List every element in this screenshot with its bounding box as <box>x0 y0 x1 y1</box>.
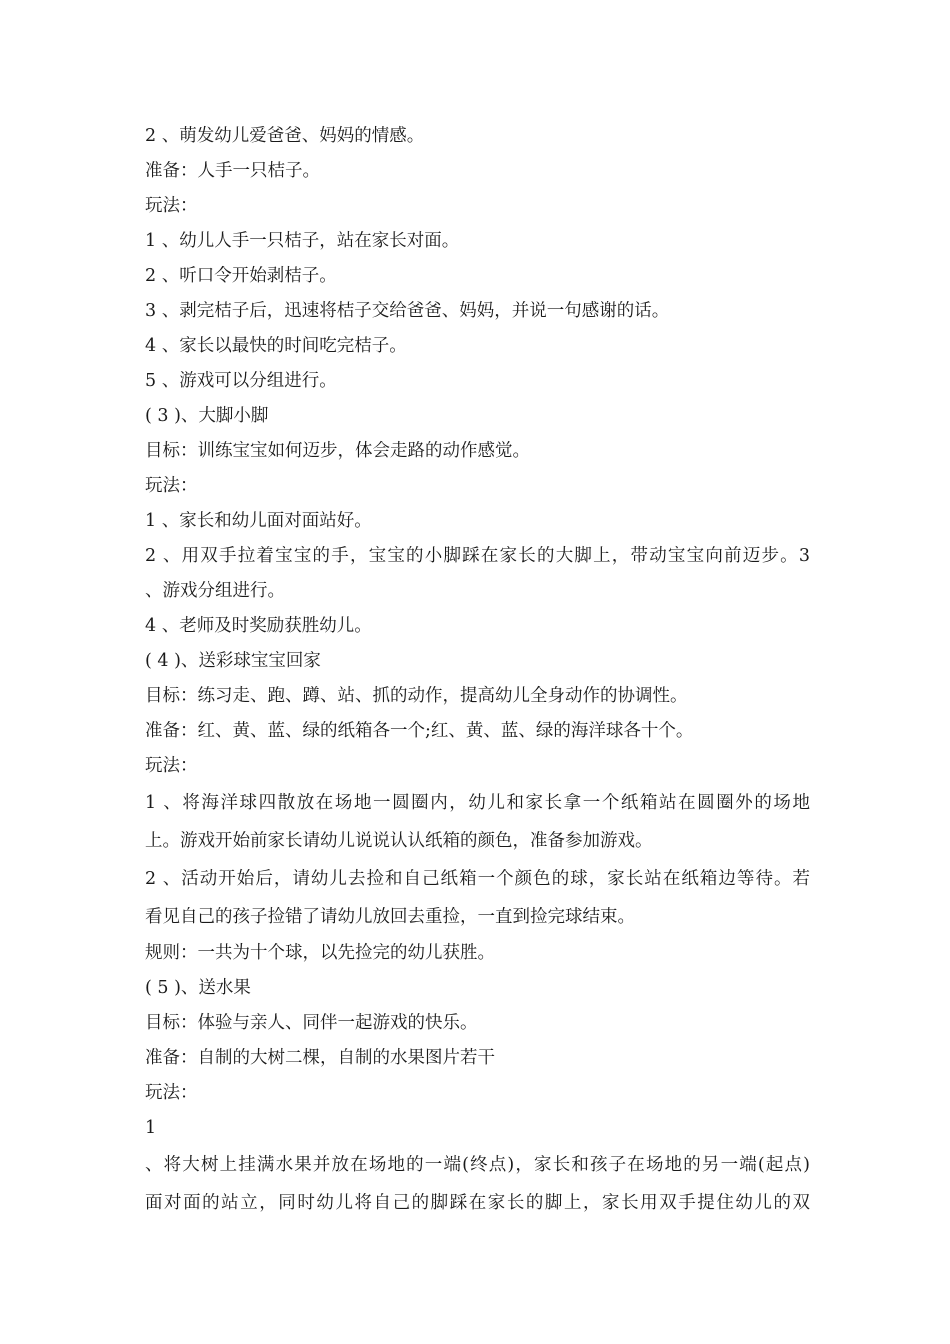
text-line: 准备：自制的大树二棵，自制的水果图片若干 <box>145 1048 495 1068</box>
text-line: 1 、幼儿人手一只桔子，站在家长对面。 <box>145 231 460 251</box>
text-line: 目标：训练宝宝如何迈步，体会走路的动作感觉。 <box>145 441 530 461</box>
text-line: 2 、听口令开始剥桔子。 <box>145 266 337 286</box>
text-line: 1 、家长和幼儿面对面站好。 <box>145 511 372 531</box>
text-line: 2 、活动开始后，请幼儿去捡和自己纸箱一个颜色的球，家长站在纸箱边等待。若 <box>145 869 810 889</box>
text-line: 玩法： <box>145 756 198 776</box>
text-line: 4 、家长以最快的时间吃完桔子。 <box>145 336 407 356</box>
text-line: 上。游戏开始前家长请幼儿说说认认纸箱的颜色，准备参加游戏。 <box>145 831 653 851</box>
text-line: 4 、老师及时奖励获胜幼儿。 <box>145 616 372 636</box>
text-line: 1 、将海洋球四散放在场地一圆圈内，幼儿和家长拿一个纸箱站在圆圈外的场地 <box>145 793 810 813</box>
text-line: 玩法： <box>145 476 198 496</box>
section-heading: ( 4 )、送彩球宝宝回家 <box>145 651 321 671</box>
section-heading: ( 3 )、大脚小脚 <box>145 406 269 426</box>
text-line: 准备：红、黄、蓝、绿的纸箱各一个;红、黄、蓝、绿的海洋球各十个。 <box>145 721 694 741</box>
text-line: 、将大树上挂满水果并放在场地的一端(终点)，家长和孩子在场地的另一端(起点) <box>145 1155 810 1175</box>
document-body <box>145 119 810 1222</box>
text-line: 1 <box>145 1118 157 1138</box>
text-line: 面对面的站立，同时幼儿将自己的脚踩在家长的脚上，家长用双手提住幼儿的双 <box>145 1193 810 1213</box>
text-line: 看见自己的孩子捡错了请幼儿放回去重捡，一直到捡完球结束。 <box>145 907 635 927</box>
text-line: 、游戏分组进行。 <box>145 581 285 601</box>
text-line: 3 、剥完桔子后，迅速将桔子交给爸爸、妈妈，并说一句感谢的话。 <box>145 301 670 321</box>
text-line: 玩法： <box>145 1083 198 1103</box>
section-heading: ( 5 )、送水果 <box>145 978 251 998</box>
text-line: 玩法： <box>145 196 198 216</box>
text-line: 规则：一共为十个球，以先捡完的幼儿获胜。 <box>145 943 495 963</box>
text-line: 2 、用双手拉着宝宝的手，宝宝的小脚踩在家长的大脚上，带动宝宝向前迈步。3 <box>145 546 810 566</box>
text-line: 2 、萌发幼儿爱爸爸、妈妈的情感。 <box>145 126 425 146</box>
text-line: 目标：练习走、跑、蹲、站、抓的动作，提高幼儿全身动作的协调性。 <box>145 686 688 706</box>
text-line: 5 、游戏可以分组进行。 <box>145 371 337 391</box>
text-line: 目标：体验与亲人、同伴一起游戏的快乐。 <box>145 1013 478 1033</box>
text-line: 准备：人手一只桔子。 <box>145 161 320 181</box>
